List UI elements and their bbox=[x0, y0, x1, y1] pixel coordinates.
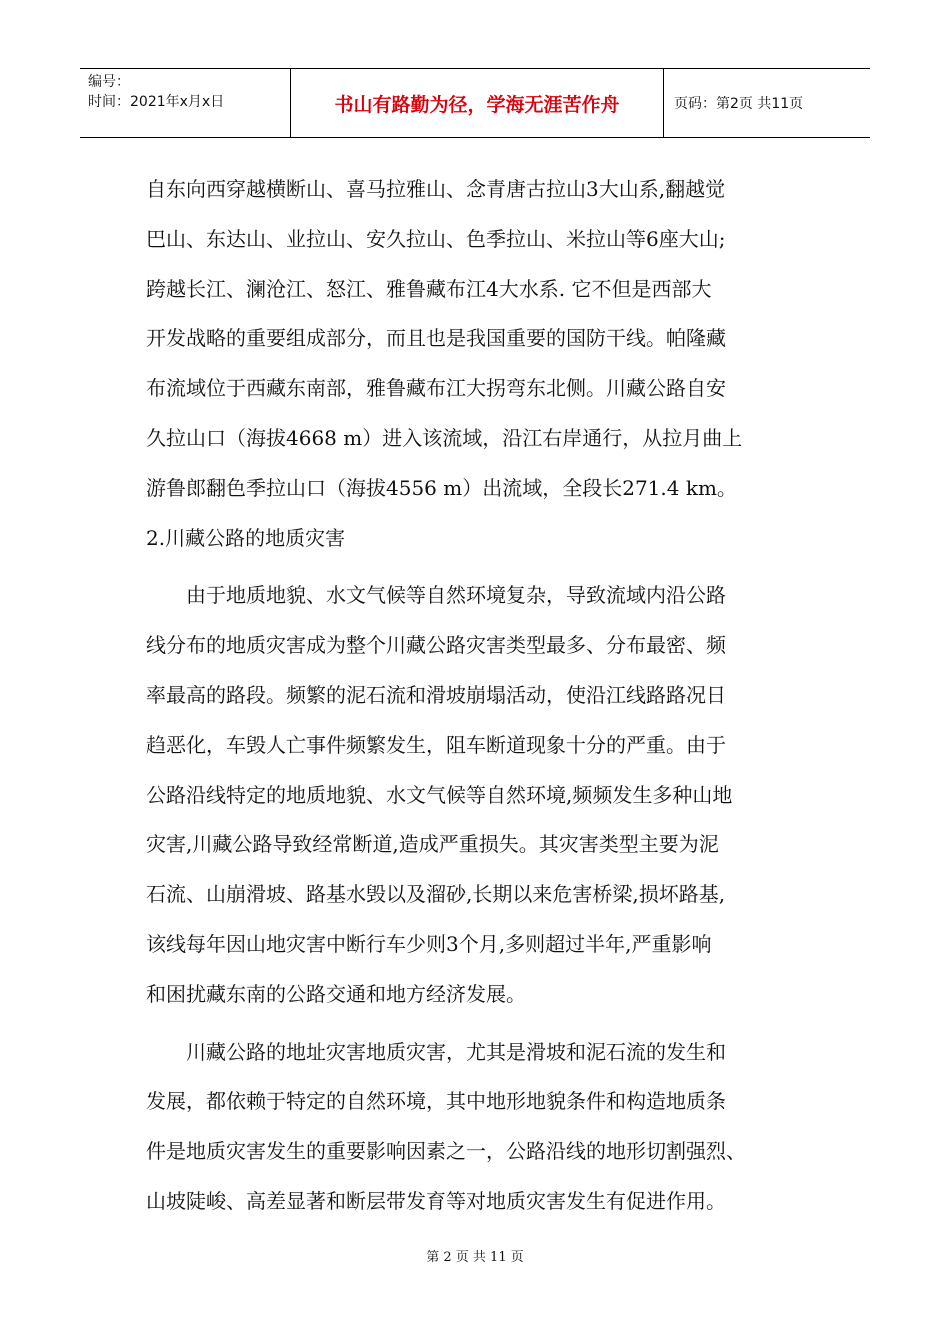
text-line: 由于地质地貌、水文气候等自然环境复杂，导致流域内沿公路 bbox=[186, 583, 726, 608]
text-line: 公路沿线特定的地质地貌、水文气候等自然环境,频频发生多种山地 bbox=[146, 782, 733, 807]
page-header bbox=[80, 68, 870, 138]
paragraph-2 bbox=[146, 571, 811, 1019]
text-line: 布流域位于西藏东南部，雅鲁藏布江大拐弯东北侧。川藏公路自安 bbox=[146, 376, 726, 401]
text-line: 线分布的地质灾害成为整个川藏公路灾害类型最多、分布最密、频 bbox=[146, 633, 726, 658]
document-time-label: 时间：2021年x月x日 bbox=[88, 94, 225, 110]
text-line: 灾害,川藏公路导致经常断道,造成严重损失。其灾害类型主要为泥 bbox=[146, 832, 719, 857]
text-line: 该线每年因山地灾害中断行车少则3个月,多则超过半年,严重影响 bbox=[146, 931, 712, 956]
text-line: 山坡陡峻、高差显著和断层带发育等对地质灾害发生有促进作用。 bbox=[146, 1188, 726, 1213]
header-motto: 书山有路勤为径，学海无涯苦作舟 bbox=[291, 69, 664, 137]
text-line: 件是地质灾害发生的重要影响因素之一，公路沿线的地形切割强烈、 bbox=[146, 1139, 746, 1164]
text-line: 自东向西穿越横断山、喜马拉雅山、念青唐古拉山3大山系,翻越觉 bbox=[146, 177, 726, 201]
text-line: 游鲁郎翻色季拉山口（海拔4556 m）出流域，全段长271.4 km。 bbox=[146, 475, 737, 500]
page-footer: 第 2 页 共 11 页 bbox=[426, 1250, 524, 1265]
text-line: 趋恶化，车毁人亡事件频繁发生，阻车断道现象十分的严重。由于 bbox=[146, 732, 726, 757]
text-line: 跨越长江、澜沧江、怒江、雅鲁藏布江4大水系. 它不但是西部大 bbox=[146, 276, 712, 301]
header-page-label: 页码：第2页 共11页 bbox=[674, 96, 804, 112]
paragraph-1 bbox=[146, 165, 811, 514]
paragraph-3 bbox=[146, 1028, 811, 1227]
document-number-label: 编号： bbox=[88, 74, 130, 90]
text-line: 石流、山崩滑坡、路基水毁以及溜砂,长期以来危害桥梁,损坏路基, bbox=[146, 882, 726, 907]
document-body bbox=[146, 165, 811, 1227]
text-line: 和困扰藏东南的公路交通和地方经济发展。 bbox=[146, 981, 526, 1006]
text-line: 率最高的路段。频繁的泥石流和滑坡崩塌活动，使沿江线路路况日 bbox=[146, 682, 726, 707]
text-line: 开发战略的重要组成部分，而且也是我国重要的国防干线。帕隆藏 bbox=[146, 326, 726, 351]
text-line: 久拉山口（海拔4668 m）进入该流域，沿江右岸通行，从拉月曲上 bbox=[146, 425, 743, 450]
text-line: 川藏公路的地址灾害地质灾害，尤其是滑坡和泥石流的发生和 bbox=[186, 1039, 726, 1064]
section-heading: 2.川藏公路的地质灾害 bbox=[146, 525, 346, 550]
header-meta bbox=[80, 69, 291, 137]
text-line: 发展，都依赖于特定的自然环境，其中地形地貌条件和构造地质条 bbox=[146, 1089, 726, 1114]
text-line: 巴山、东达山、业拉山、安久拉山、色季拉山、米拉山等6座大山; bbox=[146, 226, 726, 251]
